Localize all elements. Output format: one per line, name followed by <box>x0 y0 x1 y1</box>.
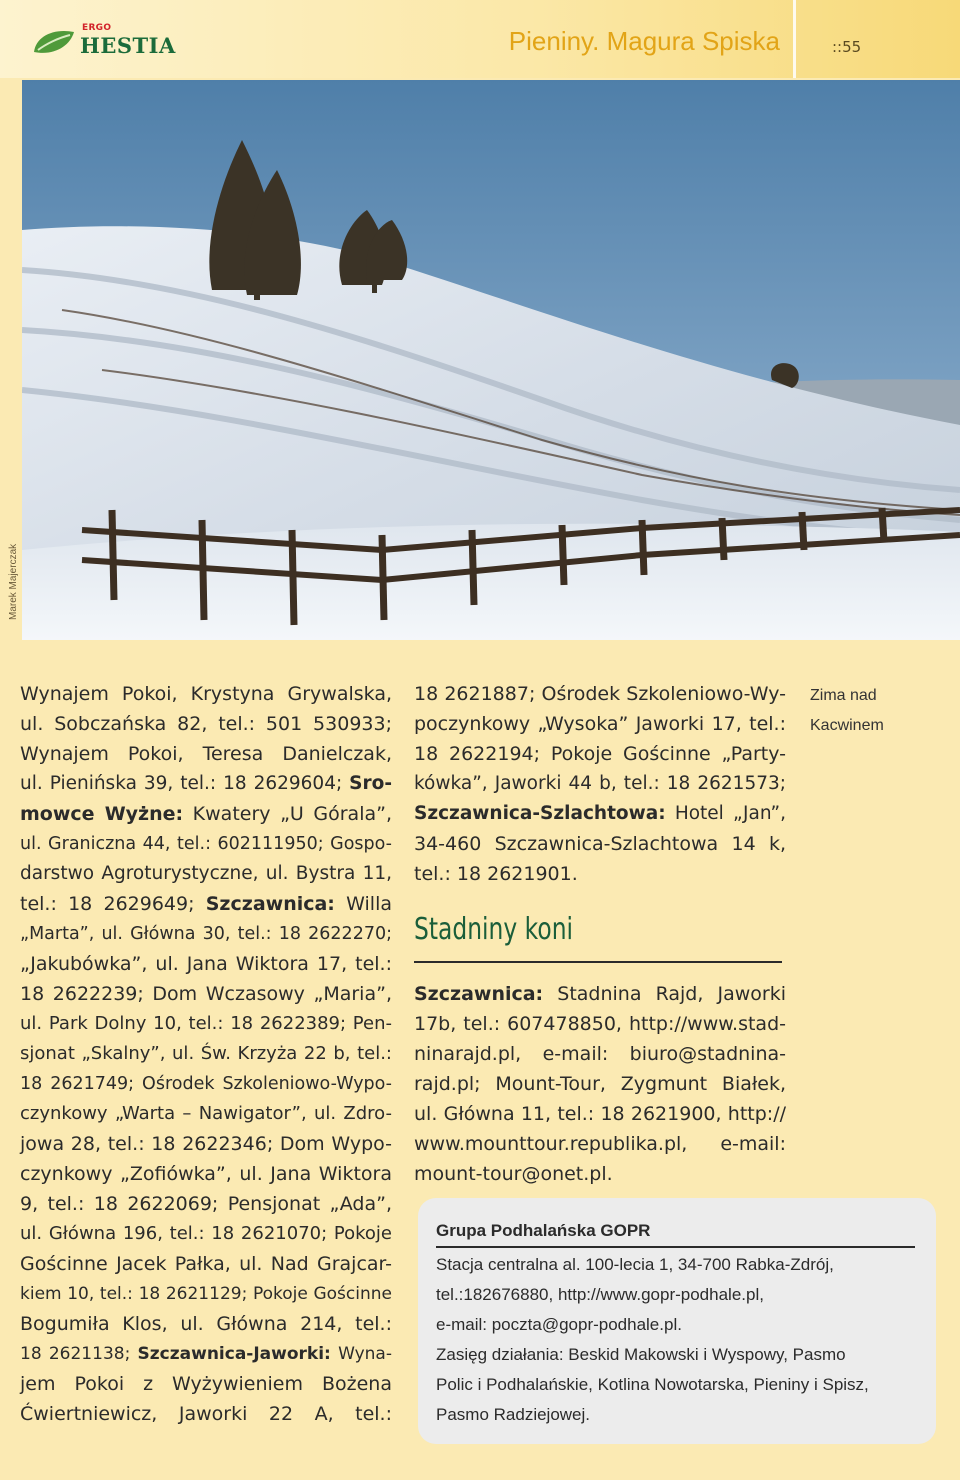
gopr-line: Polic i Podhalańskie, Kotlina Nowotarska, Pieniny i Spisz, <box>436 1375 869 1394</box>
text-segment: 18 2621749; Ośrodek Szkoleniowo-Wypo- <box>20 1074 392 1094</box>
text-segment: tel.: 18 2621901. <box>414 863 578 885</box>
text-segment: czynkowy „Warta – Nawigator”, ul. Zdro- <box>20 1103 392 1124</box>
text-segment: www.mounttour.republika.pl, e-mail: <box>414 1133 786 1155</box>
place-name: Szczawnica-Szlachtowa: <box>414 803 666 824</box>
text-segment: poczynkowy „Wysoka” Jaworki 17, tel.: <box>414 713 786 735</box>
photo-caption-line: Kacwinem <box>810 717 884 734</box>
text-segment: Gościnne Jacek Pałka, ul. Nad Grajcar- <box>20 1253 392 1275</box>
text-segment: Bogumiła Klos, ul. Główna 214, tel.: <box>20 1313 392 1335</box>
text-line <box>20 889 392 919</box>
winter-landscape-photo <box>22 80 960 640</box>
text-segment: Kwatery „U Górala”, <box>183 803 392 825</box>
text-segment: „Marta”, ul. Główna 30, tel.: 18 2622270; <box>20 924 392 944</box>
text-segment: 34-460 Szczawnica-Szlachtowa 14 k, <box>414 833 786 855</box>
text-line <box>20 1399 392 1429</box>
text-segment: 18 2622194; Pokoje Gościnne „Party- <box>414 743 786 765</box>
text-segment: kiem 10, tel.: 18 2621129; Pokoje Gościnne <box>20 1284 392 1304</box>
accommodation-list-middle <box>414 679 786 889</box>
text-line <box>20 1069 392 1099</box>
text-segment: ul. Graniczna 44, tel.: 602111950; Gospo- <box>20 834 392 854</box>
text-segment: jem Pokoi z Wyżywieniem Bożena <box>20 1373 392 1395</box>
hestia-logo <box>30 22 176 62</box>
text-segment: Wyna- <box>330 1344 392 1364</box>
text-line <box>414 1039 786 1069</box>
text-segment: jowa 28, tel.: 18 2622346; Dom Wypo- <box>20 1133 392 1155</box>
page-number: ::55 <box>832 38 862 56</box>
text-segment: ul. Główna 11, tel.: 18 2621900, http:// <box>414 1103 786 1125</box>
text-segment: ul. Główna 196, tel.: 18 2621070; Pokoje <box>20 1223 392 1244</box>
text-line <box>414 799 786 829</box>
text-line <box>414 829 786 859</box>
text-segment: czynkowy „Zofiówka”, ul. Jana Wiktora <box>20 1163 392 1185</box>
gopr-line: Stacja centralna al. 100-lecia 1, 34-700 Rabka-Zdrój, <box>436 1255 834 1274</box>
place-name: Szczawnica-Jaworki: <box>137 1344 331 1364</box>
text-segment: rajd.pl; Mount-Tour, Zygmunt Białek, <box>414 1073 786 1095</box>
text-segment: ninarajd.pl, e-mail: biuro@stadnina- <box>414 1043 786 1065</box>
text-line <box>20 1279 392 1309</box>
stadniny-heading: Stadniny koni <box>414 912 574 947</box>
text-segment: 9, tel.: 18 2622069; Pensjonat „Ada”, <box>20 1193 392 1215</box>
text-line <box>414 1129 786 1159</box>
text-segment: mount-tour@onet.pl. <box>414 1163 613 1185</box>
place-name: Szczawnica: <box>205 893 335 915</box>
text-line <box>20 919 392 949</box>
logo-ergo-text: ERGO <box>82 23 112 33</box>
text-line <box>414 1099 786 1129</box>
place-name: Sro- <box>349 773 392 794</box>
text-line <box>20 1249 392 1279</box>
text-line <box>20 679 392 709</box>
text-segment: „Jakubówka”, ul. Jana Wiktora 17, tel.: <box>20 953 392 975</box>
text-segment: 18 2622239; Dom Wczasowy „Maria”, <box>20 983 392 1005</box>
photo-caption-line: Zima nad <box>810 687 877 704</box>
accommodation-list-left <box>20 679 392 1429</box>
place-name: Szczawnica: <box>414 983 544 1005</box>
text-segment: 18 2621138; <box>20 1344 138 1364</box>
text-line <box>414 1069 786 1099</box>
text-line <box>20 1189 392 1219</box>
text-line <box>20 979 392 1009</box>
text-line <box>414 679 786 709</box>
text-segment: kówka”, Jaworki 44 b, tel.: 18 2621573; <box>414 773 786 794</box>
text-line <box>20 949 392 979</box>
text-segment: ul. Park Dolny 10, tel.: 18 2622389; Pen- <box>20 1013 392 1034</box>
text-line <box>20 709 392 739</box>
text-line <box>20 1009 392 1039</box>
gopr-line: Zasięg działania: Beskid Makowski i Wyspowy, Pasmo <box>436 1345 846 1364</box>
text-line <box>20 739 392 769</box>
logo-hestia-text: HESTIA <box>80 33 176 58</box>
text-line <box>414 769 786 799</box>
heading-rule <box>414 961 782 963</box>
place-name: mowce Wyżne: <box>20 803 184 825</box>
text-line <box>414 709 786 739</box>
gopr-title: Grupa Podhalańska GOPR <box>436 1221 651 1240</box>
text-line <box>414 739 786 769</box>
text-line <box>20 1039 392 1069</box>
text-line <box>414 1009 786 1039</box>
text-line <box>20 859 392 889</box>
text-line <box>20 1369 392 1399</box>
gopr-line: e-mail: poczta@gopr-podhale.pl. <box>436 1315 682 1334</box>
hestia-leaf-icon <box>30 26 78 60</box>
winter-landscape-illustration <box>22 80 960 640</box>
gopr-rule <box>436 1246 915 1248</box>
text-line <box>20 1219 392 1249</box>
gopr-line: tel.:182676880, http://www.gopr-podhale.pl, <box>436 1285 764 1304</box>
text-line <box>20 829 392 859</box>
text-line <box>20 1099 392 1129</box>
text-segment: 17b, tel.: 607478850, http://www.stad- <box>414 1013 786 1035</box>
text-segment: Ćwiertniewicz, Jaworki 22 A, tel.: <box>20 1403 392 1425</box>
stadniny-list <box>414 979 786 1189</box>
header-band <box>0 0 960 78</box>
text-line <box>414 1159 786 1189</box>
text-segment: Stadnina Rajd, Jaworki <box>543 983 786 1005</box>
text-segment: Wynajem Pokoi, Teresa Danielczak, <box>20 743 392 765</box>
text-line <box>20 1159 392 1189</box>
text-segment: ul. Pienińska 39, tel.: 18 2629604; <box>20 773 350 794</box>
gopr-line: Pasmo Radziejowej. <box>436 1405 591 1424</box>
text-line <box>414 859 786 889</box>
page-title: Pieniny. Magura Spiska <box>508 26 780 56</box>
text-segment: ul. Sobczańska 82, tel.: 501 530933; <box>20 713 392 735</box>
text-line <box>414 979 786 1009</box>
gopr-details <box>436 1250 916 1430</box>
text-segment: Wynajem Pokoi, Krystyna Grywalska, <box>20 683 392 705</box>
text-segment: darstwo Agroturystyczne, ul. Bystra 11, <box>20 863 392 884</box>
photo-credit: Marek Majerczak <box>8 543 19 620</box>
text-line <box>20 1309 392 1339</box>
text-line <box>20 1129 392 1159</box>
text-segment: 18 2621887; Ośrodek Szkoleniowo-Wy- <box>414 683 786 705</box>
text-line <box>20 769 392 799</box>
text-line <box>20 799 392 829</box>
text-segment: tel.: 18 2629649; <box>20 893 206 915</box>
text-segment: Hotel „Jan”, <box>665 803 786 824</box>
text-segment: Willa <box>334 893 392 915</box>
photo-caption <box>810 681 950 741</box>
text-line <box>20 1339 392 1369</box>
header-separator <box>793 0 796 78</box>
text-segment: sjonat „Skalny”, ul. Św. Krzyża 22 b, tel.: <box>20 1043 392 1064</box>
